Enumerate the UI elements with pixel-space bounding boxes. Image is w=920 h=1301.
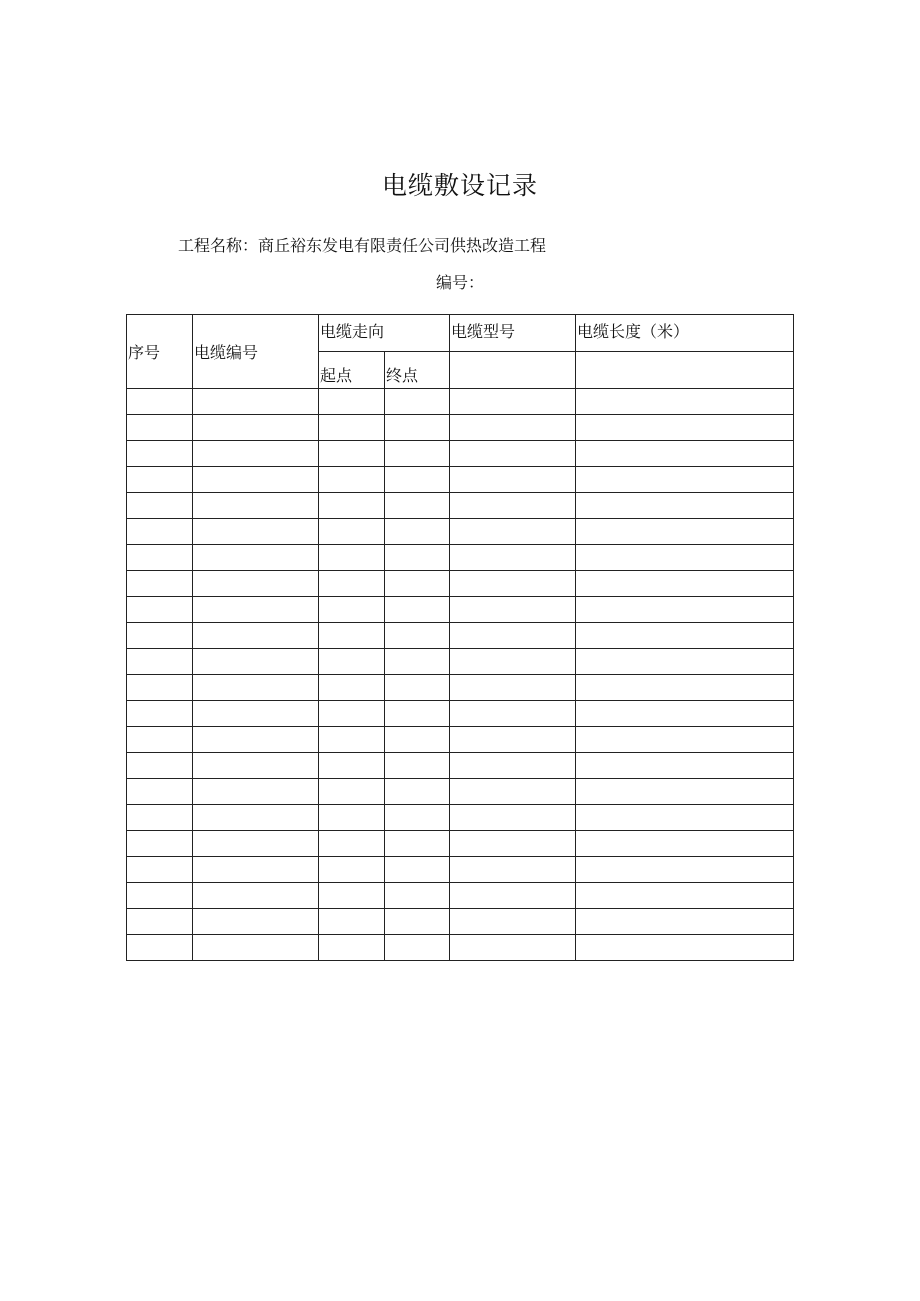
cell-length[interactable] (576, 649, 794, 675)
header-row-1 (127, 315, 794, 352)
cell-start[interactable] (319, 857, 385, 883)
cell-seq[interactable] (127, 935, 193, 961)
cell-seq[interactable] (127, 649, 193, 675)
cell-cable-no[interactable] (193, 779, 319, 805)
cell-length[interactable] (576, 467, 794, 493)
cell-seq[interactable] (127, 493, 193, 519)
table-row (127, 649, 794, 675)
cell-start[interactable] (319, 545, 385, 571)
cell-start[interactable] (319, 805, 385, 831)
cell-length[interactable] (576, 857, 794, 883)
cell-length[interactable] (576, 415, 794, 441)
cell-cable-no[interactable] (193, 571, 319, 597)
cell-end[interactable] (385, 415, 450, 441)
cell-length[interactable] (576, 441, 794, 467)
table-row (127, 519, 794, 545)
cell-start[interactable] (319, 675, 385, 701)
cell-model[interactable] (450, 415, 576, 441)
cell-cable-no[interactable] (193, 493, 319, 519)
number-line (436, 270, 484, 293)
cell-length[interactable] (576, 727, 794, 753)
cell-model[interactable] (450, 675, 576, 701)
cell-seq[interactable] (127, 909, 193, 935)
cell-length[interactable] (576, 389, 794, 415)
cell-length[interactable] (576, 753, 794, 779)
cell-start[interactable] (319, 441, 385, 467)
cell-model[interactable] (450, 753, 576, 779)
cell-seq[interactable] (127, 389, 193, 415)
cell-length[interactable] (576, 597, 794, 623)
table-row (127, 597, 794, 623)
cell-seq[interactable] (127, 727, 193, 753)
cell-cable-no[interactable] (193, 831, 319, 857)
cell-length[interactable] (576, 545, 794, 571)
cell-end[interactable] (385, 467, 450, 493)
cell-end[interactable] (385, 545, 450, 571)
cell-end[interactable] (385, 779, 450, 805)
number-label: 编号： (436, 273, 485, 292)
cell-cable-no[interactable] (193, 519, 319, 545)
cell-seq[interactable] (127, 441, 193, 467)
cell-seq[interactable] (127, 623, 193, 649)
cell-end[interactable] (385, 519, 450, 545)
table-row (127, 467, 794, 493)
cell-start[interactable] (319, 571, 385, 597)
cell-start[interactable] (319, 649, 385, 675)
cell-model[interactable] (450, 571, 576, 597)
cell-seq[interactable] (127, 779, 193, 805)
cell-cable-no[interactable] (193, 389, 319, 415)
table-row (127, 727, 794, 753)
cell-model[interactable] (450, 883, 576, 909)
cell-start[interactable] (319, 623, 385, 649)
cell-end[interactable] (385, 701, 450, 727)
cell-seq[interactable] (127, 701, 193, 727)
cell-end[interactable] (385, 831, 450, 857)
cell-end[interactable] (385, 883, 450, 909)
cell-length[interactable] (576, 701, 794, 727)
table-row (127, 779, 794, 805)
cell-cable-no[interactable] (193, 415, 319, 441)
cell-model[interactable] (450, 389, 576, 415)
cell-length[interactable] (576, 779, 794, 805)
cell-seq[interactable] (127, 805, 193, 831)
cell-cable-no[interactable] (193, 753, 319, 779)
project-label: 工程名称： (178, 236, 259, 255)
cell-end[interactable] (385, 623, 450, 649)
cell-model[interactable] (450, 831, 576, 857)
cell-model[interactable] (450, 935, 576, 961)
cell-model[interactable] (450, 597, 576, 623)
table-row (127, 701, 794, 727)
cell-length[interactable] (576, 805, 794, 831)
cell-start[interactable] (319, 701, 385, 727)
cell-length[interactable] (576, 571, 794, 597)
header-seq: 序号 (127, 315, 193, 389)
cell-cable-no[interactable] (193, 883, 319, 909)
table-row (127, 831, 794, 857)
cell-seq[interactable] (127, 831, 193, 857)
table-row (127, 571, 794, 597)
cell-end[interactable] (385, 857, 450, 883)
table-row (127, 545, 794, 571)
cell-start[interactable] (319, 883, 385, 909)
cell-end[interactable] (385, 389, 450, 415)
cell-model[interactable] (450, 909, 576, 935)
cell-start[interactable] (319, 935, 385, 961)
cell-model[interactable] (450, 649, 576, 675)
cell-end[interactable] (385, 571, 450, 597)
cell-cable-no[interactable] (193, 805, 319, 831)
table-row (127, 753, 794, 779)
cell-model[interactable] (450, 857, 576, 883)
cell-start[interactable] (319, 597, 385, 623)
cell-cable-no[interactable] (193, 597, 319, 623)
cell-cable-no[interactable] (193, 727, 319, 753)
cell-seq[interactable] (127, 857, 193, 883)
project-name: 商丘裕东发电有限责任公司供热改造工程 (258, 236, 547, 255)
cell-start[interactable] (319, 467, 385, 493)
cell-length[interactable] (576, 493, 794, 519)
cell-cable-no[interactable] (193, 675, 319, 701)
table-row (127, 935, 794, 961)
cell-start[interactable] (319, 389, 385, 415)
cell-length[interactable] (576, 935, 794, 961)
cell-end[interactable] (385, 597, 450, 623)
header-model: 电缆型号 (450, 315, 576, 352)
cell-seq[interactable] (127, 883, 193, 909)
cell-model[interactable] (450, 493, 576, 519)
table-row (127, 493, 794, 519)
header-direction: 电缆走向 (319, 315, 450, 352)
table-row (127, 675, 794, 701)
project-line (178, 233, 546, 256)
cell-model[interactable] (450, 545, 576, 571)
header-end: 终点 (385, 352, 450, 389)
cell-length[interactable] (576, 675, 794, 701)
cell-cable-no[interactable] (193, 545, 319, 571)
table-row (127, 415, 794, 441)
cell-start[interactable] (319, 415, 385, 441)
cell-cable-no[interactable] (193, 857, 319, 883)
table-row (127, 909, 794, 935)
cell-cable-no[interactable] (193, 701, 319, 727)
cell-start[interactable] (319, 519, 385, 545)
cell-start[interactable] (319, 727, 385, 753)
cell-model[interactable] (450, 441, 576, 467)
cell-end[interactable] (385, 493, 450, 519)
cell-end[interactable] (385, 649, 450, 675)
cell-model[interactable] (450, 701, 576, 727)
cell-start[interactable] (319, 831, 385, 857)
table-row (127, 857, 794, 883)
table-body (127, 315, 794, 961)
cell-cable-no[interactable] (193, 623, 319, 649)
cell-end[interactable] (385, 935, 450, 961)
cell-start[interactable] (319, 493, 385, 519)
table-row (127, 389, 794, 415)
cell-length[interactable] (576, 623, 794, 649)
cell-end[interactable] (385, 805, 450, 831)
header-length: 电缆长度（米） (576, 315, 794, 352)
table-row (127, 441, 794, 467)
header-cable-no: 电缆编号 (193, 315, 319, 389)
header-model-sub (450, 352, 576, 389)
cell-length[interactable] (576, 831, 794, 857)
cell-cable-no[interactable] (193, 467, 319, 493)
header-length-sub (576, 352, 794, 389)
cell-seq[interactable] (127, 415, 193, 441)
cell-cable-no[interactable] (193, 649, 319, 675)
cell-cable-no[interactable] (193, 441, 319, 467)
cell-seq[interactable] (127, 571, 193, 597)
document-title: 电缆敷设记录 (381, 171, 538, 200)
cell-model[interactable] (450, 519, 576, 545)
cell-seq[interactable] (127, 467, 193, 493)
cell-cable-no[interactable] (193, 935, 319, 961)
cell-model[interactable] (450, 727, 576, 753)
cell-cable-no[interactable] (193, 909, 319, 935)
header-start: 起点 (319, 352, 385, 389)
cell-start[interactable] (319, 909, 385, 935)
cell-model[interactable] (450, 623, 576, 649)
table-row (127, 805, 794, 831)
cell-model[interactable] (450, 805, 576, 831)
cell-length[interactable] (576, 883, 794, 909)
cell-seq[interactable] (127, 597, 193, 623)
cell-end[interactable] (385, 753, 450, 779)
cell-end[interactable] (385, 675, 450, 701)
cell-seq[interactable] (127, 675, 193, 701)
cell-start[interactable] (319, 779, 385, 805)
cell-model[interactable] (450, 467, 576, 493)
table-row (127, 623, 794, 649)
cable-laying-table (126, 314, 794, 961)
cell-start[interactable] (319, 753, 385, 779)
cell-seq[interactable] (127, 753, 193, 779)
cell-model[interactable] (450, 779, 576, 805)
cell-length[interactable] (576, 519, 794, 545)
table-row (127, 883, 794, 909)
cell-seq[interactable] (127, 545, 193, 571)
cell-length[interactable] (576, 909, 794, 935)
cell-end[interactable] (385, 441, 450, 467)
cell-end[interactable] (385, 909, 450, 935)
cell-end[interactable] (385, 727, 450, 753)
cell-seq[interactable] (127, 519, 193, 545)
